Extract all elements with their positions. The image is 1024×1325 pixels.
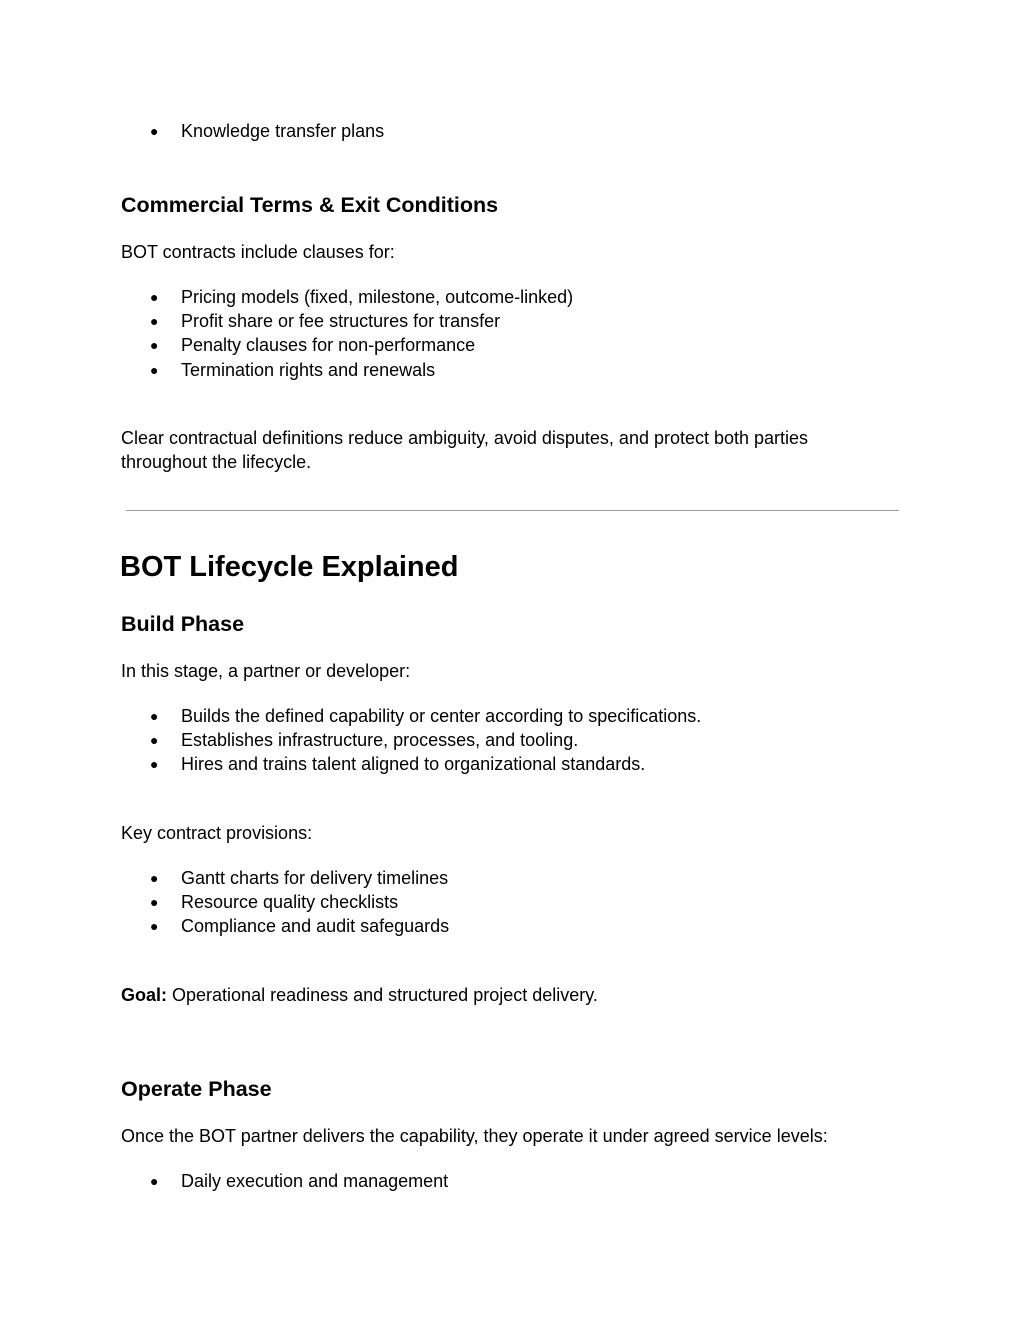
bullet-icon: ● <box>150 732 159 749</box>
bullet-icon: ● <box>150 870 159 886</box>
list-item-text: Builds the defined capability or center according to specifications. <box>181 706 702 726</box>
goal-label: Goal: <box>121 985 168 1005</box>
bullet-icon: ● <box>150 123 159 139</box>
bullet-icon: ● <box>150 313 159 330</box>
bullet-icon: ● <box>150 708 159 724</box>
list-item-text: Penalty clauses for non-performance <box>181 335 476 356</box>
commercial-terms-heading: Commercial Terms & Exit Conditions <box>121 193 499 217</box>
bullet-icon: ● <box>150 918 159 935</box>
operate-phase-heading: Operate Phase <box>121 1077 272 1101</box>
list-item-text: Profit share or fee structures for transfer <box>181 311 501 332</box>
bullet-icon: ● <box>150 361 159 378</box>
list-item-text: Daily execution and management <box>181 1171 449 1191</box>
list-item-text: Compliance and audit safeguards <box>181 916 450 937</box>
commercial-closing-line-1: Clear contractual definitions reduce ambiguity, avoid disputes, and protect both parties <box>121 428 809 448</box>
goal-text: Operational readiness and structured project delivery. <box>167 985 598 1005</box>
list-item-text: Termination rights and renewals <box>181 359 436 380</box>
bullet-icon: ● <box>150 1173 159 1189</box>
list-item-text: Knowledge transfer plans <box>181 121 385 141</box>
lifecycle-heading: BOT Lifecycle Explained <box>120 551 459 583</box>
list-item-text: Pricing models (fixed, milestone, outcome-linked) <box>181 287 574 307</box>
bullet-icon: ● <box>150 289 159 305</box>
build-goal <box>121 983 598 1007</box>
list-item-text: Resource quality checklists <box>181 892 399 913</box>
commercial-closing-line-2: throughout the lifecycle. <box>121 452 312 472</box>
build-phase-heading: Build Phase <box>121 612 245 636</box>
commercial-intro: BOT contracts include clauses for: <box>121 242 395 262</box>
bullet-icon: ● <box>150 337 159 354</box>
list-item-text: Hires and trains talent aligned to organizational standards. <box>181 754 646 775</box>
list-item-text: Establishes infrastructure, processes, and tooling. <box>181 730 579 751</box>
build-intro: In this stage, a partner or developer: <box>121 661 411 681</box>
list-item-text: Gantt charts for delivery timelines <box>181 868 449 888</box>
operate-intro: Once the BOT partner delivers the capability, they operate it under agreed service levels: <box>121 1126 828 1146</box>
section-divider <box>126 510 899 511</box>
bullet-icon: ● <box>150 756 159 773</box>
bullet-icon: ● <box>150 894 159 911</box>
provisions-intro: Key contract provisions: <box>121 823 313 843</box>
